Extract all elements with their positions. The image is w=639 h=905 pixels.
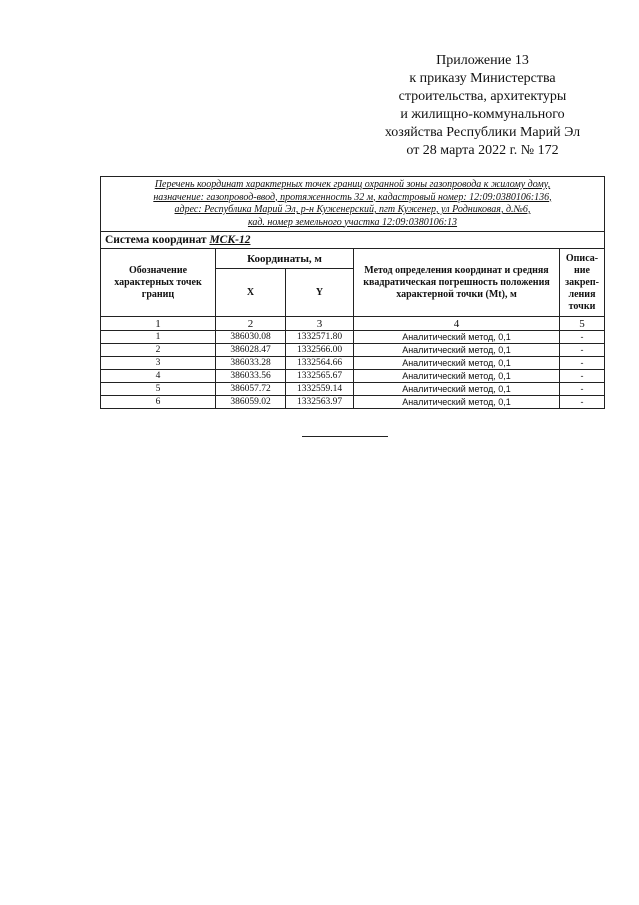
annex-header (340, 52, 625, 160)
description: - (560, 383, 605, 396)
coord-x: 386059.02 (216, 396, 286, 409)
coord-y: 1332571.80 (286, 331, 354, 344)
table-row (101, 396, 605, 409)
coord-y: 1332565.67 (286, 370, 354, 383)
system-name: МСК-12 (209, 234, 251, 246)
column-number: 3 (286, 317, 354, 331)
annex-line: хозяйства Республики Марий Эл (384, 125, 581, 140)
table-row (101, 370, 605, 383)
caption-line: Перечень координат характерных точек границ охранной зоны газопровода к жилому дому, (154, 179, 551, 190)
point-number: 5 (101, 383, 216, 396)
point-number: 4 (101, 370, 216, 383)
system-label: Система координат (105, 234, 207, 246)
annex-line: строительства, архитектуры (398, 89, 567, 104)
method: Аналитический метод, 0,1 (354, 396, 560, 409)
caption-row (101, 177, 605, 232)
method: Аналитический метод, 0,1 (354, 357, 560, 370)
header-coordinates: Координаты, м (216, 249, 354, 269)
caption-line: назначение: газопровод-ввод, протяженность 32 м, кадастровый номер: 12:09:0380106:136, (153, 191, 552, 203)
separator-line (302, 436, 388, 437)
method: Аналитический метод, 0,1 (354, 370, 560, 383)
annex-line: к приказу Министерства (409, 71, 556, 86)
column-number: 2 (216, 317, 286, 331)
coordinate-system (101, 232, 605, 249)
table-row (101, 357, 605, 370)
point-number: 3 (101, 357, 216, 370)
coord-x: 386057.72 (216, 383, 286, 396)
coord-x: 386033.56 (216, 370, 286, 383)
description: - (560, 344, 605, 357)
description: - (560, 396, 605, 409)
description: - (560, 370, 605, 383)
annex-line: Приложение 13 (436, 53, 529, 68)
coord-x: 386033.28 (216, 357, 286, 370)
header-x: X (216, 269, 286, 317)
caption-line: адрес: Республика Марий Эл, р-н Куженерский, пгт Куженер, ул Родниковая, д.№6, (174, 204, 531, 215)
point-number: 2 (101, 344, 216, 357)
point-number: 1 (101, 331, 216, 344)
annex-line: и жилищно-коммунального (400, 107, 565, 122)
table-row (101, 331, 605, 344)
header-y: Y (286, 269, 354, 317)
column-number: 4 (354, 317, 560, 331)
description: - (560, 331, 605, 344)
method: Аналитический метод, 0,1 (354, 331, 560, 344)
header-point-designation: Обозначение характерных точек границ (101, 249, 216, 317)
method: Аналитический метод, 0,1 (354, 344, 560, 357)
coord-x: 386028.47 (216, 344, 286, 357)
coord-y: 1332564.66 (286, 357, 354, 370)
system-row (101, 232, 605, 249)
header-row (101, 249, 605, 269)
header-description: Описа-ние закреп-ления точки (560, 249, 605, 317)
column-number: 5 (560, 317, 605, 331)
annex-line: от 28 марта 2022 г. № 172 (406, 143, 559, 158)
point-number: 6 (101, 396, 216, 409)
column-number-row (101, 317, 605, 331)
header-method: Метод определения координат и средняя квадратическая погрешность положения характерной точки (Mt), м (354, 249, 560, 317)
table-caption (101, 177, 605, 232)
coord-y: 1332563.97 (286, 396, 354, 409)
table-row (101, 344, 605, 357)
method: Аналитический метод, 0,1 (354, 383, 560, 396)
column-number: 1 (101, 317, 216, 331)
description: - (560, 357, 605, 370)
caption-line: кад. номер земельного участка 12:09:0380106:13 (247, 216, 458, 228)
coord-y: 1332559.14 (286, 383, 354, 396)
coord-x: 386030.08 (216, 331, 286, 344)
coordinates-table (100, 176, 605, 409)
table-row (101, 383, 605, 396)
coord-y: 1332566.00 (286, 344, 354, 357)
